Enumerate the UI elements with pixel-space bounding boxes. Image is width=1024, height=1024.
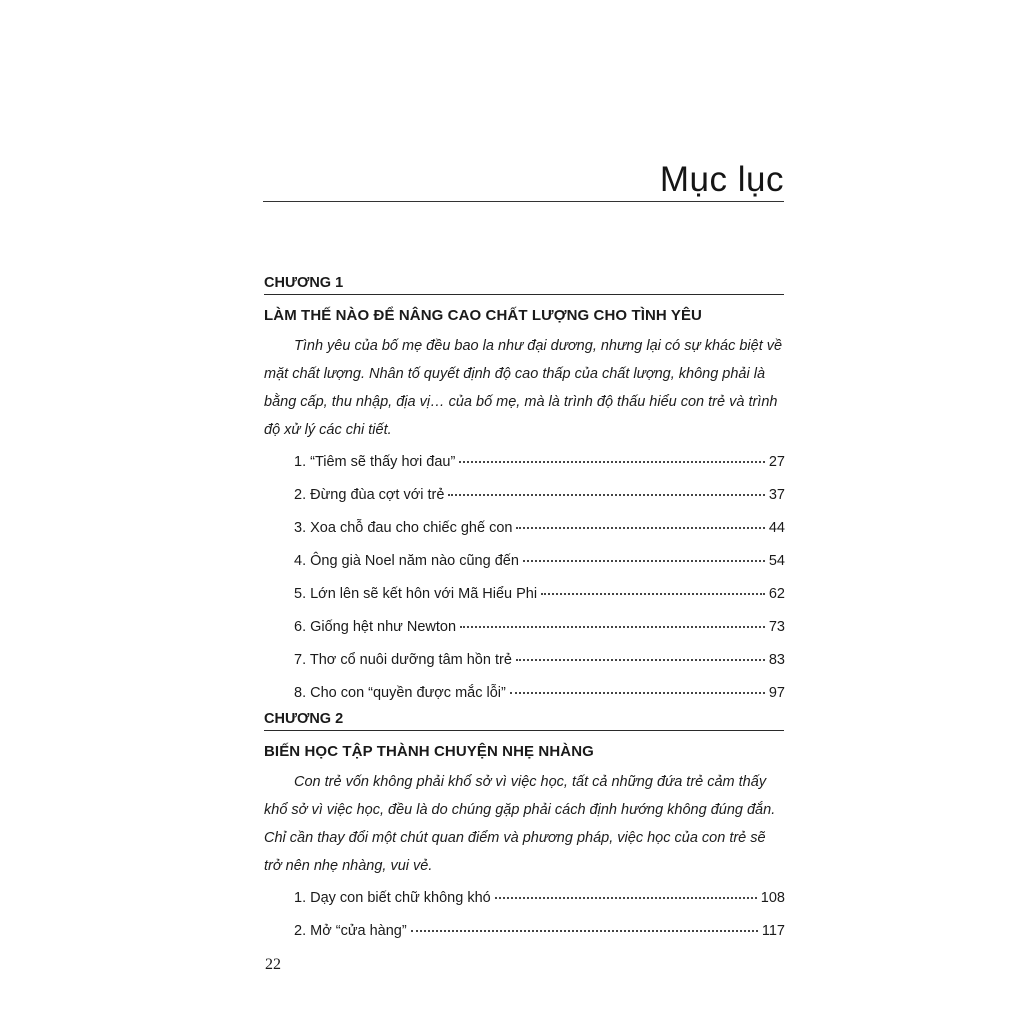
toc-entry[interactable] [294, 882, 785, 915]
dot-leader [516, 526, 764, 529]
dot-leader [459, 460, 765, 463]
entry-page: 73 [768, 619, 785, 635]
chapter-entries [264, 882, 784, 948]
toc-entry[interactable] [294, 915, 785, 948]
toc-entry[interactable] [294, 545, 785, 578]
dot-leader [523, 559, 765, 562]
toc-entry[interactable] [294, 644, 785, 677]
chapter-2 [264, 708, 784, 948]
dot-leader [411, 929, 758, 932]
entry-title: 4. Ông già Noel năm nào cũng đến [294, 553, 519, 569]
heading-rule [263, 201, 784, 202]
entry-title: 5. Lớn lên sẽ kết hôn với Mã Hiểu Phi [294, 586, 538, 602]
toc-entry[interactable] [294, 512, 785, 545]
entry-page: 27 [768, 454, 785, 470]
dot-leader [460, 625, 765, 628]
toc-entry[interactable] [294, 677, 785, 710]
dot-leader [510, 691, 765, 694]
entry-title: 1. Dạy con biết chữ không khó [294, 890, 491, 906]
toc-entry[interactable] [294, 578, 785, 611]
entry-title: 2. Đừng đùa cợt với trẻ [294, 487, 445, 503]
chapter-name: BIẾN HỌC TẬP THÀNH CHUYỆN NHẸ NHÀNG [264, 743, 594, 760]
entry-title: 7. Thơ cổ nuôi dưỡng tâm hồn trẻ [294, 652, 512, 668]
entry-page: 117 [761, 923, 785, 939]
chapter-1 [264, 272, 784, 710]
entry-page: 97 [768, 685, 785, 701]
entry-title: 3. Xoa chỗ đau cho chiếc ghế con [294, 520, 513, 536]
entry-title: 6. Giống hệt như Newton [294, 619, 457, 635]
page-number: 22 [265, 956, 281, 973]
chapter-entries [264, 446, 784, 710]
toc-entry[interactable] [294, 479, 785, 512]
chapter-name: LÀM THẾ NÀO ĐỂ NÂNG CAO CHẤT LƯỢNG CHO TÌNH YÊU [264, 307, 702, 324]
toc-entry[interactable] [294, 446, 785, 479]
chapter-description: Tình yêu của bố mẹ đều bao la như đại dương, nhưng lại có sự khác biệt về mặt chất lượng. Nhân tố quyết định độ cao thấp của chất lượng, không phải là bằng cấp, thu nhập, địa vị… của bố mẹ, mà là trình độ thấu hiểu con trẻ và trình độ xử lý các chi tiết. [264, 338, 783, 438]
toc-entry[interactable] [294, 611, 785, 644]
entry-title: 1. “Tiêm sẽ thấy hơi đau” [294, 454, 456, 470]
chapter-description: Con trẻ vốn không phải khổ sở vì việc học, tất cả những đứa trẻ cảm thấy khổ sở vì việc học, đều là do chúng gặp phải cách định hướng không đúng đắn. Chỉ cần thay đổi một chút quan điểm và phương pháp, việc học của con trẻ sẽ trở nên nhẹ nhàng, vui vẻ. [264, 774, 776, 874]
entry-page: 44 [768, 520, 785, 536]
entry-title: 8. Cho con “quyền được mắc lỗi” [294, 685, 506, 701]
chapter-label: CHƯƠNG 1 [264, 272, 784, 295]
dot-leader [448, 493, 764, 496]
entry-title: 2. Mở “cửa hàng” [294, 923, 407, 939]
entry-page: 62 [768, 586, 785, 602]
entry-page: 83 [768, 652, 785, 668]
entry-page: 37 [768, 487, 785, 503]
chapter-label: CHƯƠNG 2 [264, 708, 784, 731]
entry-page: 108 [760, 890, 785, 906]
entry-page: 54 [768, 553, 785, 569]
toc-heading: Mục lục [659, 160, 784, 199]
dot-leader [495, 896, 757, 899]
dot-leader [541, 592, 765, 595]
dot-leader [516, 658, 765, 661]
